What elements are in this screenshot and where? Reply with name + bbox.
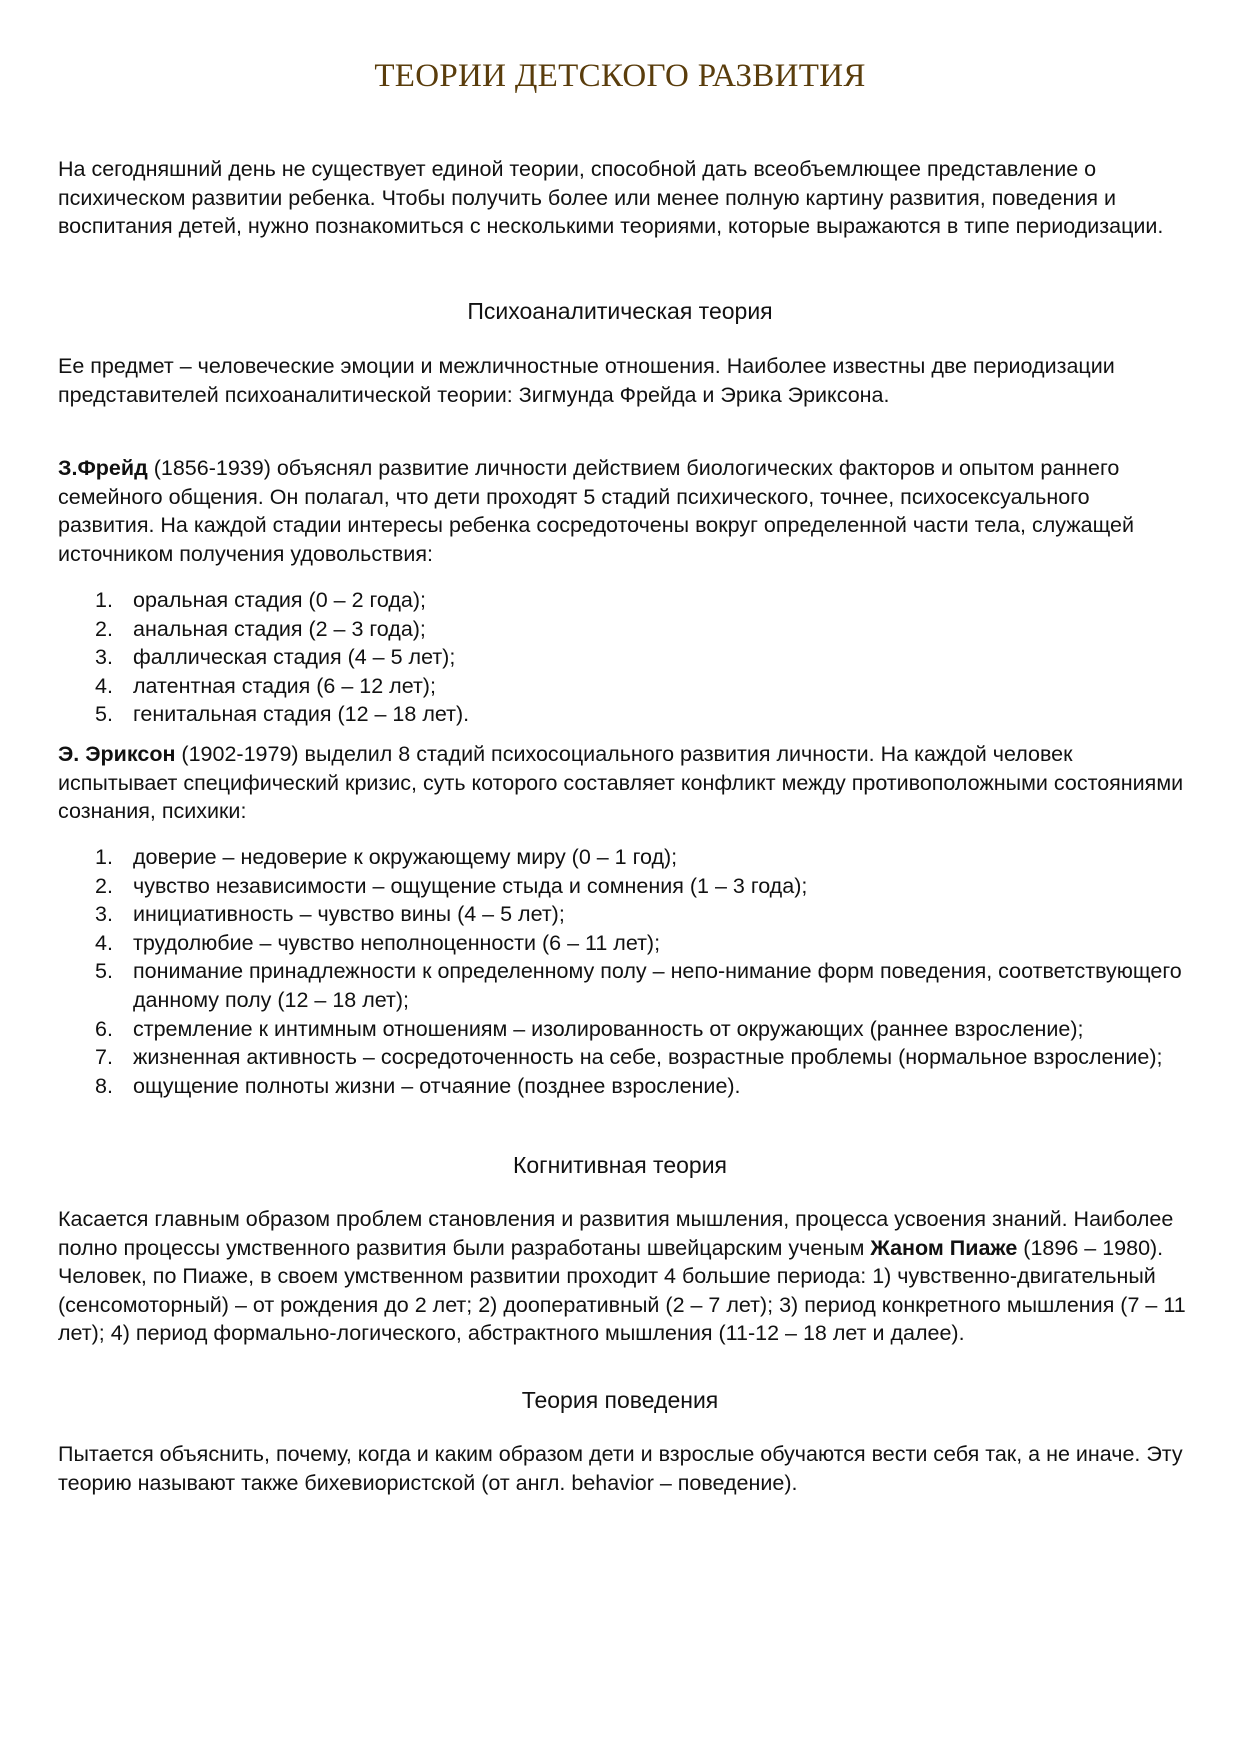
list-item: 2. анальная стадия (2 – 3 года); (95, 616, 426, 641)
section-heading-psychoanalytic: Психоаналитическая теория (467, 298, 773, 324)
list-item: 2. чувство независимости – ощущение стыда и сомнения (1 – 3 года); (95, 873, 808, 898)
behavior-paragraph: Пытается объяснить, почему, когда и каким образом дети и взрослые обучаются вести себя так, а не иначе. Эту теорию называют также бихевиористской (от англ. behavior – поведение). (58, 1442, 1183, 1495)
list-item: 6. стремление к интимным отношениям – изолированность от окружающих (раннее взросление); (95, 1016, 1084, 1041)
erikson-paragraph (58, 740, 1188, 826)
freud-paragraph (58, 454, 1188, 568)
freud-name: З.Фрейд (58, 456, 148, 480)
psychoanalytic-paragraph: Ее предмет – человеческие эмоции и межличностные отношения. Наиболее известны две периодизации представителей психоаналитической теории: Зигмунда Фрейда и Эрика Эриксона. (58, 354, 1115, 407)
cognitive-paragraph: Касается главным образом проблем становления и развития мышления, процесса усвоения знаний. Наиболее полно процессы умственного развития были разработаны швейцарским ученым Жаном Пиаже (1896 – 1980). Человек, по Пиаже, в своем умственном развитии проходит 4 большие периода: 1) чувственно-двигательный (сенсомоторный) – от рождения до 2 лет; 2) дооперативный (2 – 7 лет); 3) период конкретного мышления (7 – 11 лет); 4) период формально-логического, абстрактного мышления (11-12 – 18 лет и далее). (58, 1207, 1186, 1346)
list-item: 1. оральная стадия (0 – 2 года); (95, 588, 426, 612)
list-item: 3. фаллическая стадия (4 – 5 лет); (95, 645, 456, 670)
page-title: ТЕОРИИ ДЕТСКОГО РАЗВИТИЯ (374, 58, 866, 94)
erikson-text: (1902-1979) выделил 8 стадий психосоциального развития личности. На каждой человек испытывает специфический кризис, суть которого составляет конфликт между противоположными состояниями сознания, психики: (58, 742, 1184, 824)
intro-paragraph: На сегодняшний день не существует единой теории, способной дать всеобъемлющее представление о психическом развитии ребенка. Чтобы получить более или менее полную картину развития, поведения и воспитания детей, нужно познакомиться с несколькими теориями, которые выражаются в типе периодизации. (58, 157, 1164, 239)
list-item: 3. инициативность – чувство вины (4 – 5 лет); (95, 902, 565, 927)
freud-text: (1856-1939) объяснял развитие личности действием биологических факторов и опытом раннего семейного общения. Он полагал, что дети проходят 5 стадий психического, точнее, психосексуального развития. На каждой стадии интересы ребенка сосредоточены вокруг определенной части тела, служащей источником получения удовольствия: (58, 456, 1134, 566)
list-item: 4. трудолюбие – чувство неполноценности (6 – 11 лет); (95, 930, 661, 955)
list-item: 8. ощущение полноты жизни – отчаяние (позднее взросление). (95, 1073, 741, 1098)
list-item: 1. доверие – недоверие к окружающему миру (0 – 1 год); (95, 845, 678, 869)
piaget-name: Жаном Пиаже (870, 1235, 1018, 1260)
erikson-name: Э. Эриксон (58, 742, 176, 766)
erikson-stages-list (95, 843, 1195, 1100)
list-item: 7. жизненная активность – сосредоточенность на себе, возрастные проблемы (нормальное взросление); (95, 1045, 1163, 1070)
section-heading-behavior: Теория поведения (521, 1387, 719, 1413)
section-heading-cognitive: Когнитивная теория (512, 1152, 728, 1178)
list-item: 5. понимание принадлежности к определенному полу – непо-нимание форм поведения, соответствующего данному полу (12 – 18 лет); (95, 959, 1182, 1012)
list-item: 4. латентная стадия (6 – 12 лет); (95, 673, 436, 698)
freud-stages-list (95, 586, 1195, 729)
list-item: 5. генитальная стадия (12 – 18 лет). (95, 702, 470, 727)
